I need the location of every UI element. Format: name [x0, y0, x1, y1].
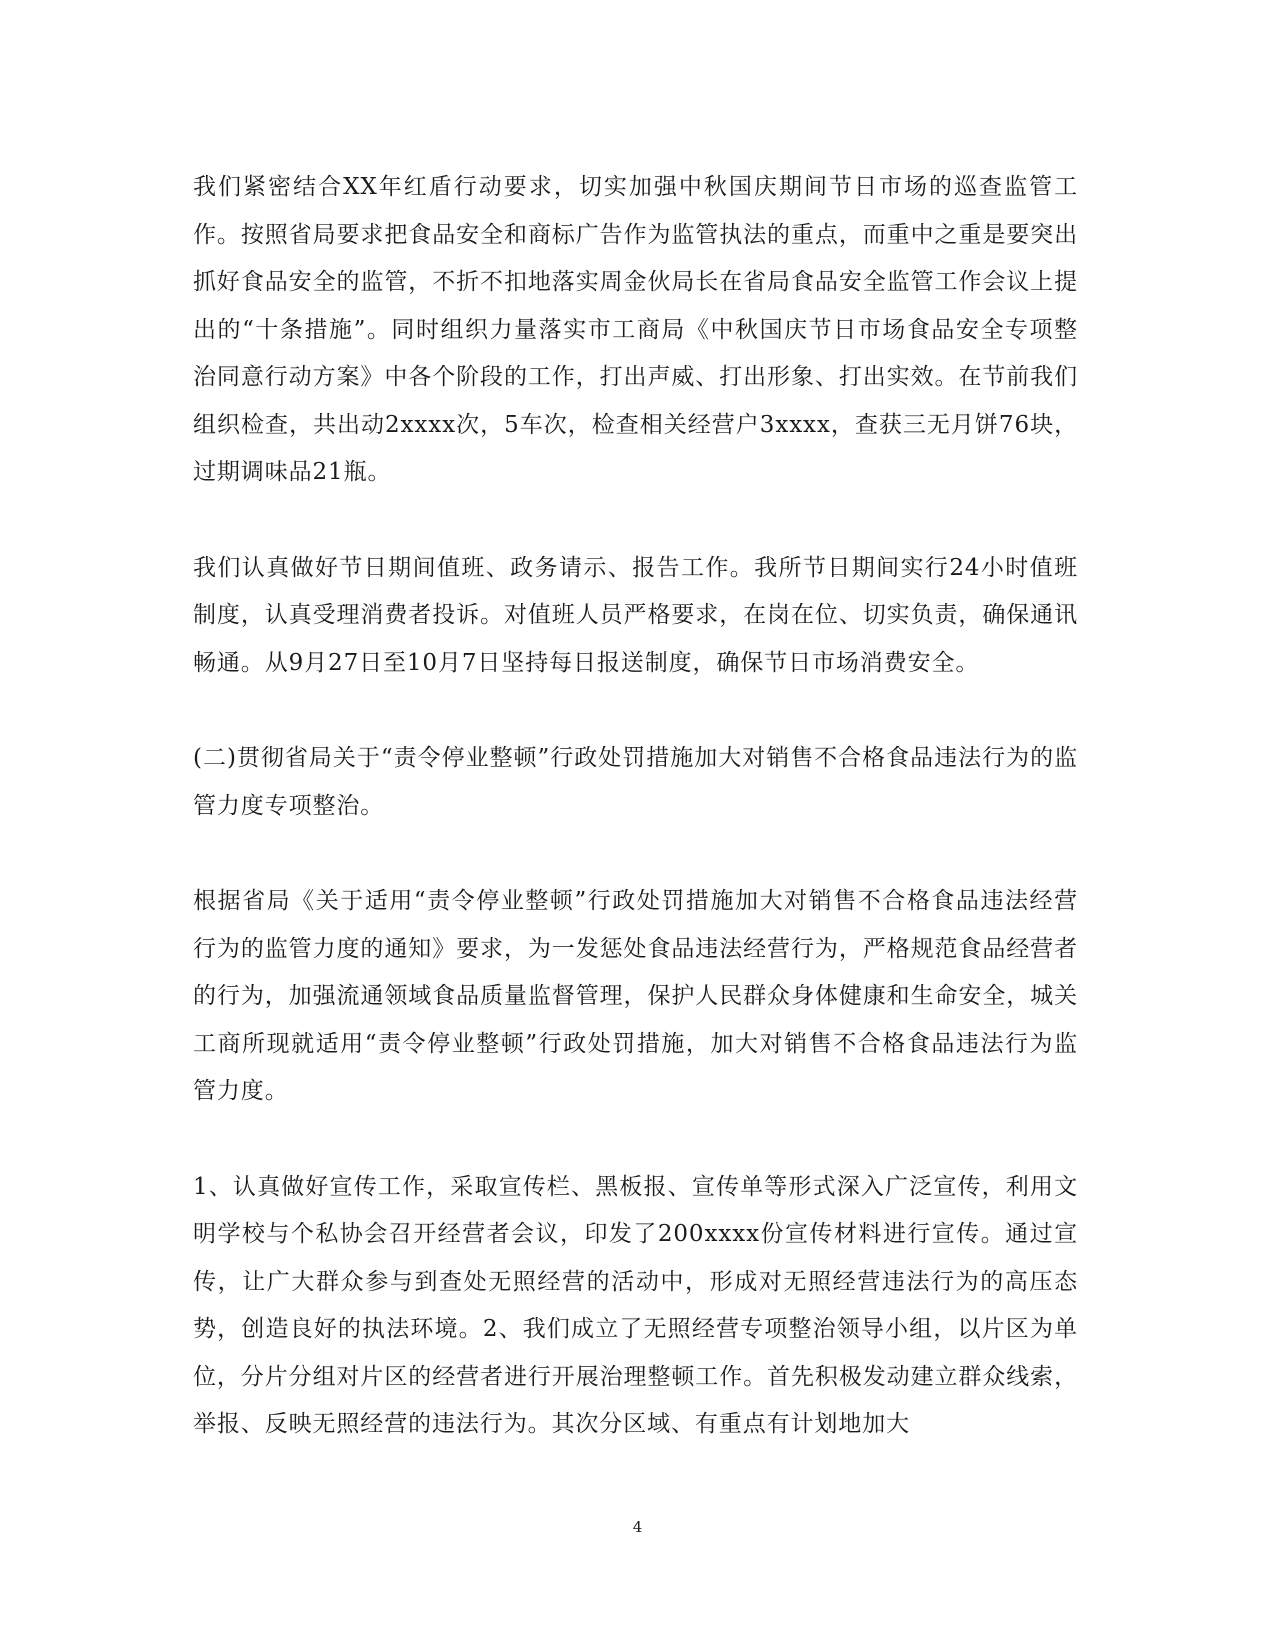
- paragraph-provincial-notice: 根据省局《关于适用“责令停业整顿”行政处罚措施加大对销售不合格食品违法经营行为的监管力度的通知》要求，为一发惩处食品违法经营行为，严格规范食品经营者的行为，加强流通领域食品质量监督管理，保护人民群众身体健康和生命安全，城关工商所现就适用“责令停业整顿”行政处罚措施，加大对销售不合格食品违法行为监管力度。: [193, 888, 1078, 1104]
- paragraph-red-shield-inspection: 我们紧密结合XX年红盾行动要求，切实加强中秋国庆期间节日市场的巡查监管工作。按照省局要求把食品安全和商标广告作为监管执法的重点，而重中之重是要突出抓好食品安全的监管，不折不扣地落实周金伙局长在省局食品安全监管工作会议上提出的“十条措施”。同时组织力量落实市工商局《中秋国庆节日市场食品安全专项整治同意行动方案》中各个阶段的工作，打出声威、打出形象、打出实效。在节前我们组织检查，共出动2xxxx次，5车次，检查相关经营户3xxxx，查获三无月饼76块，过期调味品21瓶。: [193, 174, 1078, 485]
- page-number: 4: [632, 1518, 643, 1536]
- paragraph-holiday-duty: 我们认真做好节日期间值班、政务请示、报告工作。我所节日期间实行24小时值班制度，认真受理消费者投诉。对值班人员严格要求，在岗在位、切实负责，确保通讯畅通。从9月27日至10月7日坚持每日报送制度，确保节日市场消费安全。: [193, 554, 1078, 676]
- section-heading-rectification: (二)贯彻省局关于“责令停业整顿”行政处罚措施加大对销售不合格食品违法行为的监管力度专项整治。: [193, 745, 1078, 819]
- paragraph-publicity-work: 1、认真做好宣传工作，采取宣传栏、黑板报、宣传单等形式深入广泛宣传，利用文明学校与个私协会召开经营者会议，印发了200xxxx份宣传材料进行宣传。通过宣传，让广大群众参与到查处无照经营的活动中，形成对无照经营违法行为的高压态势，创造良好的执法环境。2、我们成立了无照经营专项整治领导小组，以片区为单位，分片分组对片区的经营者进行开展治理整顿工作。首先积极发动建立群众线索，举报、反映无照经营的违法行为。其次分区域、有重点有计划地加大: [193, 1173, 1078, 1437]
- document-body: [193, 164, 1078, 1449]
